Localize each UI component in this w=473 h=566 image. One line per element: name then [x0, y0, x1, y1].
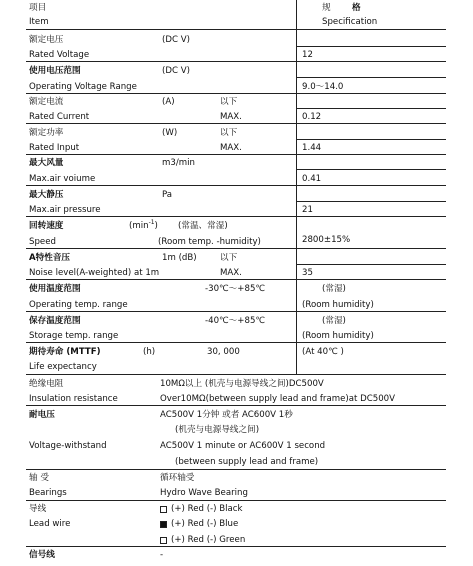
- life-expectancy-label-zh: 期待寿命 (MTTF): [29, 347, 101, 357]
- header-spec-en: Specification: [322, 17, 378, 27]
- lead-wire-option-black-checkbox: [160, 506, 167, 513]
- operating-temp-range: -30℃～+85℃: [205, 284, 266, 294]
- withstand-label-zh: 耐电压: [29, 410, 55, 420]
- rated-current-value: 0.12: [302, 112, 322, 122]
- signal-wire-label-zh: 信号线: [29, 550, 55, 560]
- column-divider: [296, 0, 297, 375]
- withstand-line-4: (between supply lead and frame): [175, 457, 319, 467]
- header-item-zh: 项目: [29, 3, 47, 13]
- storage-temp-condition-zh: (常湿): [322, 316, 346, 326]
- rated-voltage-unit: (DC V): [162, 35, 190, 45]
- withstand-line-2: (机壳与电源导线之间): [175, 425, 260, 435]
- lead-wire-option-blue: (+) Red (-) Blue: [171, 519, 239, 529]
- life-expectancy-value: 30, 000: [207, 347, 240, 357]
- speed-label-en: Speed: [29, 237, 56, 247]
- header-item-en: Item: [29, 17, 49, 27]
- rated-current-note-zh: 以下: [220, 97, 238, 107]
- operating-temp-condition-en: (Room humidity): [302, 300, 374, 310]
- bearings-label-en: Bearings: [29, 488, 67, 498]
- rated-current-label-zh: 额定电流: [29, 97, 64, 107]
- bearings-value-zh: 循环轴受: [160, 473, 195, 483]
- noise-level-value: 35: [302, 268, 313, 278]
- header-spec-zh-2: 格: [352, 3, 361, 13]
- rated-input-note-zh: 以下: [220, 128, 238, 138]
- operating-voltage-unit: (DC V): [162, 66, 190, 76]
- operating-temp-label-zh: 使用温度范围: [29, 284, 81, 294]
- withstand-line-1: AC500V 1分钟 或者 AC600V 1秒: [160, 410, 293, 420]
- operating-voltage-value: 9.0～14.0: [302, 82, 344, 92]
- insulation-label-en: Insulation resistance: [29, 394, 118, 404]
- speed-label-zh: 回转速度: [29, 221, 64, 231]
- speed-unit: $(\min^{-1})$: [129, 219, 158, 231]
- lead-wire-option-blue-checkbox: [160, 521, 167, 528]
- rated-voltage-value: 12: [302, 50, 313, 60]
- max-air-pressure-label-zh: 最大静压: [29, 190, 64, 200]
- life-expectancy-unit: (h): [143, 347, 156, 357]
- rated-current-unit: (A): [162, 97, 175, 107]
- max-air-volume-unit: m3/min: [162, 158, 195, 168]
- lead-wire-label-zh: 导线: [29, 504, 47, 514]
- max-air-pressure-label-en: Max.air pressure: [29, 205, 101, 215]
- max-air-pressure-unit: Pa: [162, 190, 173, 200]
- max-air-volume-value: 0.41: [302, 174, 322, 184]
- speed-condition-en: (Room temp. -humidity): [158, 237, 261, 247]
- operating-temp-label-en: Operating temp. range: [29, 300, 128, 310]
- signal-wire-value: -: [160, 550, 164, 560]
- bearings-label-zh: 轴 受: [29, 473, 49, 483]
- speed-value: 2800±15%: [302, 235, 351, 245]
- storage-temp-condition-en: (Room humidity): [302, 331, 374, 341]
- header-spec-zh-1: 规: [322, 3, 331, 13]
- max-air-volume-label-en: Max.air voiume: [29, 174, 96, 184]
- noise-level-label-en: Noise level(A-weighted) at 1m: [29, 268, 160, 278]
- max-air-pressure-value: 21: [302, 205, 313, 215]
- withstand-label-en: Voltage-withstand: [29, 441, 107, 451]
- insulation-label-zh: 绝缘电阻: [29, 379, 64, 389]
- max-air-volume-label-zh: 最大风量: [29, 158, 64, 168]
- lead-wire-option-green-checkbox: [160, 537, 167, 544]
- rated-input-label-en: Rated Input: [29, 143, 80, 153]
- bearings-value-en: Hydro Wave Bearing: [160, 488, 248, 498]
- noise-level-note-zh: 以下: [220, 253, 238, 263]
- lead-wire-option-green: (+) Red (-) Green: [171, 535, 246, 545]
- rated-current-note-en: MAX.: [220, 112, 242, 122]
- rated-input-value: 1.44: [302, 143, 322, 153]
- speed-condition-zh: (常温、常湿): [178, 221, 228, 231]
- rated-voltage-label-en: Rated Voltage: [29, 50, 90, 60]
- withstand-line-3: AC500V 1 minute or AC600V 1 second: [160, 441, 326, 451]
- storage-temp-label-zh: 保存温度范围: [29, 316, 81, 326]
- rated-current-label-en: Rated Current: [29, 112, 90, 122]
- insulation-value-en: Over10MΩ(between supply lead and frame)at DC500V: [160, 394, 396, 404]
- noise-level-label-zh: A特性音压: [29, 253, 71, 263]
- rated-input-unit: (W): [162, 128, 178, 138]
- operating-temp-condition-zh: (常湿): [322, 284, 346, 294]
- storage-temp-range: -40℃～+85℃: [205, 316, 266, 326]
- rated-voltage-label-zh: 额定电压: [29, 35, 64, 45]
- insulation-value-zh: 10MΩ以上 (机壳与电源导线之间)DC500V: [160, 379, 324, 389]
- noise-level-note-en: MAX.: [220, 268, 242, 278]
- lead-wire-option-black: (+) Red (-) Black: [171, 504, 243, 514]
- rated-input-label-zh: 额定功率: [29, 128, 64, 138]
- operating-voltage-label-en: Operating Voltage Range: [29, 82, 137, 92]
- storage-temp-label-en: Storage temp. range: [29, 331, 119, 341]
- rated-input-note-en: MAX.: [220, 143, 242, 153]
- life-expectancy-label-en: Life expectancy: [29, 362, 97, 372]
- life-expectancy-condition: (At 40℃ ): [302, 347, 344, 357]
- noise-level-unit: 1m (dB): [162, 253, 197, 263]
- lead-wire-label-en: Lead wire: [29, 519, 71, 529]
- operating-voltage-label-zh: 使用电压范围: [29, 66, 81, 76]
